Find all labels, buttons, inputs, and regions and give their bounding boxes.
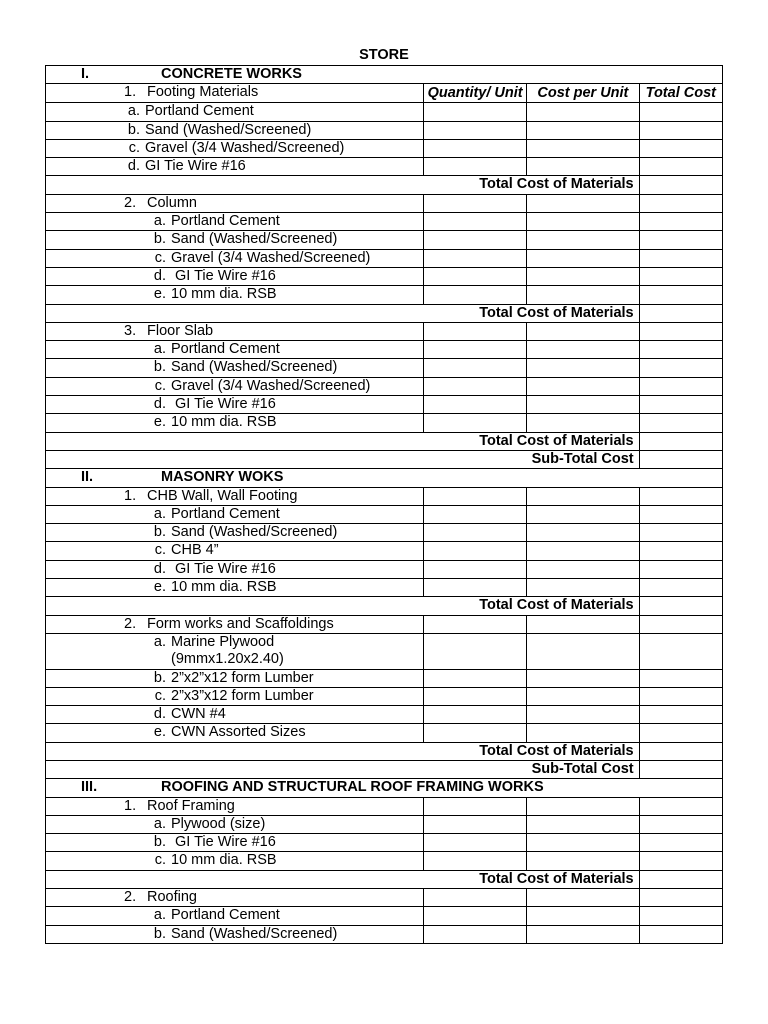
- quantity-cell[interactable]: [424, 322, 527, 340]
- total-cost-cell[interactable]: [639, 797, 722, 815]
- item-name: GI Tie Wire #16: [171, 560, 276, 577]
- total-cost-cell[interactable]: [639, 341, 722, 359]
- cost-per-unit-cell[interactable]: [527, 669, 639, 687]
- section-row: [46, 779, 723, 797]
- cost-per-unit-cell[interactable]: [527, 633, 639, 669]
- total-cost-label: Total Cost of Materials: [46, 742, 640, 760]
- item-name: Sand (Washed/Screened): [171, 925, 338, 942]
- total-cost-cell[interactable]: [639, 760, 722, 778]
- subtotal-label: Sub-Total Cost: [46, 760, 640, 778]
- cost-per-unit-cell[interactable]: [527, 396, 639, 414]
- item-letter: a.: [153, 505, 166, 522]
- group-name: Roof Framing: [147, 797, 235, 814]
- cost-per-unit-cell[interactable]: [527, 341, 639, 359]
- cost-per-unit-cell[interactable]: [527, 889, 639, 907]
- group-name: Form works and Scaffoldings: [147, 615, 334, 632]
- total-cost-cell[interactable]: [639, 706, 722, 724]
- group-name: Floor Slab: [147, 322, 214, 339]
- item-name: 2”x2”x12 form Lumber: [171, 669, 314, 686]
- item-name: Gravel (3/4 Washed/Screened): [171, 249, 371, 266]
- total-cost-cell[interactable]: [639, 925, 722, 943]
- quantity-cell[interactable]: [424, 396, 527, 414]
- item-letter: e.: [153, 724, 166, 741]
- section-title: MASONRY WOKS: [161, 469, 284, 486]
- line-item-description: [46, 414, 424, 432]
- line-item-row: [46, 834, 723, 852]
- line-item-description: [46, 213, 424, 231]
- item-letter: b.: [153, 925, 166, 942]
- section-title: CONCRETE WORKS: [161, 66, 302, 82]
- line-item-row: [46, 249, 723, 267]
- item-name: Gravel (3/4 Washed/Screened): [145, 139, 345, 156]
- section-heading: [46, 779, 723, 797]
- item-letter: b.: [153, 524, 166, 541]
- total-cost-cell[interactable]: [639, 432, 722, 450]
- line-item-description: [46, 139, 424, 157]
- quantity-cell[interactable]: [424, 687, 527, 705]
- line-item-description: [46, 249, 424, 267]
- quantity-cell[interactable]: [424, 487, 527, 505]
- total-cost-cell[interactable]: [639, 815, 722, 833]
- quantity-cell[interactable]: [424, 139, 527, 157]
- line-item-description: [46, 852, 424, 870]
- total-cost-cell[interactable]: [639, 834, 722, 852]
- total-cost-cell[interactable]: [639, 505, 722, 523]
- cost-per-unit-cell[interactable]: [527, 687, 639, 705]
- group-heading: [46, 194, 424, 212]
- line-item-row: [46, 139, 723, 157]
- total-cost-cell[interactable]: [639, 194, 722, 212]
- line-item-row: [46, 852, 723, 870]
- quantity-cell[interactable]: [424, 669, 527, 687]
- cost-per-unit-cell[interactable]: [527, 815, 639, 833]
- quantity-cell[interactable]: [424, 414, 527, 432]
- group-row: [46, 797, 723, 815]
- item-letter: c.: [154, 852, 166, 869]
- total-cost-cell[interactable]: [639, 249, 722, 267]
- quantity-cell[interactable]: [424, 213, 527, 231]
- line-item-row: [46, 542, 723, 560]
- total-cost-row: [46, 176, 723, 194]
- line-item-description: [46, 121, 424, 139]
- total-cost-cell[interactable]: [639, 597, 722, 615]
- cost-per-unit-cell[interactable]: [527, 231, 639, 249]
- item-name: Portland Cement: [171, 907, 280, 924]
- quantity-cell[interactable]: [424, 194, 527, 212]
- line-item-row: [46, 633, 723, 669]
- line-item-row: [46, 103, 723, 121]
- item-letter: d.: [127, 158, 140, 175]
- subtotal-label: Sub-Total Cost: [46, 450, 640, 468]
- total-cost-cell[interactable]: [639, 396, 722, 414]
- line-item-row: [46, 414, 723, 432]
- quantity-cell[interactable]: [424, 121, 527, 139]
- page-title: STORE: [359, 47, 409, 63]
- line-item-description: [46, 377, 424, 395]
- header-total-cost: Total Cost: [639, 84, 722, 103]
- cost-per-unit-cell[interactable]: [527, 579, 639, 597]
- line-item-row: [46, 579, 723, 597]
- line-item-description: [46, 815, 424, 833]
- item-name: GI Tie Wire #16: [171, 267, 276, 284]
- quantity-cell[interactable]: [424, 815, 527, 833]
- item-name: Portland Cement: [171, 505, 280, 522]
- line-item-description: [46, 231, 424, 249]
- total-cost-cell[interactable]: [639, 724, 722, 742]
- group-row: [46, 487, 723, 505]
- line-item-description: [46, 524, 424, 542]
- group-number: 2.: [124, 194, 137, 211]
- total-cost-label: Total Cost of Materials: [46, 432, 640, 450]
- section-heading: [46, 469, 723, 487]
- total-cost-cell[interactable]: [639, 870, 722, 888]
- cost-per-unit-cell[interactable]: [527, 907, 639, 925]
- group-number: 2.: [124, 615, 137, 632]
- quantity-cell[interactable]: [424, 267, 527, 285]
- cost-per-unit-cell[interactable]: [527, 615, 639, 633]
- cost-per-unit-cell[interactable]: [527, 834, 639, 852]
- quantity-cell[interactable]: [424, 524, 527, 542]
- cost-per-unit-cell[interactable]: [527, 267, 639, 285]
- total-cost-label: Total Cost of Materials: [46, 304, 640, 322]
- line-item-description: [46, 286, 424, 304]
- cost-per-unit-cell[interactable]: [527, 194, 639, 212]
- group-name: Footing Materials: [147, 84, 259, 101]
- item-name: Gravel (3/4 Washed/Screened): [171, 377, 371, 394]
- item-letter: d.: [153, 560, 166, 577]
- item-name: 10 mm dia. RSB: [171, 286, 277, 303]
- quantity-cell[interactable]: [424, 505, 527, 523]
- quantity-cell[interactable]: [424, 359, 527, 377]
- item-letter: d.: [153, 396, 166, 413]
- section-numeral: III.: [81, 779, 98, 796]
- cost-per-unit-cell[interactable]: [527, 121, 639, 139]
- quantity-cell[interactable]: [424, 889, 527, 907]
- item-letter: d.: [153, 267, 166, 284]
- section-heading: [46, 66, 723, 84]
- quantity-cell[interactable]: [424, 560, 527, 578]
- quantity-cell[interactable]: [424, 925, 527, 943]
- cost-per-unit-cell[interactable]: [527, 213, 639, 231]
- line-item-row: [46, 377, 723, 395]
- line-item-row: [46, 121, 723, 139]
- cost-per-unit-cell[interactable]: [527, 852, 639, 870]
- item-name: GI Tie Wire #16: [171, 834, 276, 851]
- item-name: 2”x3”x12 form Lumber: [171, 687, 314, 704]
- line-item-row: [46, 724, 723, 742]
- header-cost-per-unit: Cost per Unit: [527, 84, 639, 103]
- total-cost-cell[interactable]: [639, 139, 722, 157]
- item-letter: b.: [153, 834, 166, 851]
- line-item-row: [46, 267, 723, 285]
- line-item-description: [46, 724, 424, 742]
- item-letter: a.: [153, 815, 166, 832]
- quantity-cell[interactable]: [424, 724, 527, 742]
- total-cost-cell[interactable]: [639, 615, 722, 633]
- cost-per-unit-cell[interactable]: [527, 377, 639, 395]
- total-cost-cell[interactable]: [639, 579, 722, 597]
- line-item-row: [46, 560, 723, 578]
- cost-estimate-table: [45, 65, 723, 944]
- line-item-row: [46, 815, 723, 833]
- total-cost-cell[interactable]: [639, 633, 722, 669]
- total-cost-cell[interactable]: [639, 524, 722, 542]
- section-row: [46, 469, 723, 487]
- line-item-row: [46, 669, 723, 687]
- line-item-description: [46, 925, 424, 943]
- line-item-description: [46, 687, 424, 705]
- item-name: Sand (Washed/Screened): [171, 231, 338, 248]
- total-cost-label: Total Cost of Materials: [46, 597, 640, 615]
- total-cost-cell[interactable]: [639, 267, 722, 285]
- item-name: 10 mm dia. RSB: [171, 414, 277, 431]
- line-item-row: [46, 396, 723, 414]
- total-cost-cell[interactable]: [639, 121, 722, 139]
- item-letter: c.: [128, 139, 140, 156]
- line-item-row: [46, 213, 723, 231]
- item-name: GI Tie Wire #16: [171, 396, 276, 413]
- item-name: Portland Cement: [171, 341, 280, 358]
- line-item-row: [46, 524, 723, 542]
- total-cost-cell[interactable]: [639, 889, 722, 907]
- section-numeral: I.: [81, 66, 90, 82]
- cost-per-unit-cell[interactable]: [527, 139, 639, 157]
- group-row: [46, 194, 723, 212]
- line-item-description: [46, 505, 424, 523]
- cost-per-unit-cell[interactable]: [527, 542, 639, 560]
- total-cost-cell[interactable]: [639, 560, 722, 578]
- group-heading: [46, 84, 424, 103]
- group-row: [46, 615, 723, 633]
- line-item-row: [46, 359, 723, 377]
- quantity-cell[interactable]: [424, 377, 527, 395]
- total-cost-label: Total Cost of Materials: [46, 870, 640, 888]
- total-cost-cell[interactable]: [639, 213, 722, 231]
- group-name: CHB Wall, Wall Footing: [147, 487, 298, 504]
- quantity-cell[interactable]: [424, 615, 527, 633]
- item-letter: c.: [154, 542, 166, 559]
- item-name: CWN #4: [171, 706, 226, 723]
- line-item-row: [46, 687, 723, 705]
- cost-per-unit-cell[interactable]: [527, 560, 639, 578]
- group-number: 1.: [124, 487, 137, 504]
- total-cost-cell[interactable]: [639, 669, 722, 687]
- section-title: ROOFING AND STRUCTURAL ROOF FRAMING WORKS: [161, 779, 544, 796]
- total-cost-cell[interactable]: [639, 304, 722, 322]
- cost-per-unit-cell[interactable]: [527, 322, 639, 340]
- total-cost-cell[interactable]: [639, 158, 722, 176]
- item-name: 10 mm dia. RSB: [171, 579, 277, 596]
- total-cost-cell[interactable]: [639, 377, 722, 395]
- total-cost-cell[interactable]: [639, 231, 722, 249]
- cost-per-unit-cell[interactable]: [527, 249, 639, 267]
- line-item-row: [46, 907, 723, 925]
- total-cost-row: [46, 304, 723, 322]
- total-cost-cell[interactable]: [639, 742, 722, 760]
- item-letter: a.: [153, 907, 166, 924]
- item-name: Sand (Washed/Screened): [145, 121, 312, 138]
- total-cost-cell[interactable]: [639, 542, 722, 560]
- item-name: 10 mm dia. RSB: [171, 852, 277, 869]
- group-name: Roofing: [147, 889, 197, 906]
- quantity-cell[interactable]: [424, 103, 527, 121]
- line-item-row: [46, 231, 723, 249]
- section-numeral: II.: [81, 469, 94, 486]
- line-item-description: [46, 907, 424, 925]
- item-letter: d.: [153, 706, 166, 723]
- group-row: [46, 322, 723, 340]
- quantity-cell[interactable]: [424, 249, 527, 267]
- cost-per-unit-cell[interactable]: [527, 925, 639, 943]
- subtotal-row: [46, 760, 723, 778]
- item-letter: a.: [153, 341, 166, 358]
- item-letter: e.: [153, 414, 166, 431]
- line-item-description: [46, 579, 424, 597]
- line-item-description: [46, 359, 424, 377]
- quantity-cell[interactable]: [424, 797, 527, 815]
- line-item-description: [46, 267, 424, 285]
- line-item-row: [46, 706, 723, 724]
- quantity-cell[interactable]: [424, 706, 527, 724]
- group-heading: [46, 889, 424, 907]
- item-letter: a.: [127, 103, 140, 120]
- quantity-cell[interactable]: [424, 907, 527, 925]
- line-item-description: [46, 706, 424, 724]
- cost-per-unit-cell[interactable]: [527, 359, 639, 377]
- item-letter: b.: [153, 359, 166, 376]
- line-item-description: [46, 633, 424, 669]
- group-number: 2.: [124, 889, 137, 906]
- group-heading: [46, 487, 424, 505]
- cost-per-unit-cell[interactable]: [527, 414, 639, 432]
- item-name: GI Tie Wire #16: [145, 158, 246, 175]
- item-letter: e.: [153, 579, 166, 596]
- total-cost-row: [46, 742, 723, 760]
- total-cost-row: [46, 870, 723, 888]
- line-item-description: [46, 103, 424, 121]
- total-cost-cell[interactable]: [639, 687, 722, 705]
- item-name: CWN Assorted Sizes: [171, 724, 306, 741]
- total-cost-cell[interactable]: [639, 322, 722, 340]
- item-name: Portland Cement: [171, 213, 280, 230]
- total-cost-cell[interactable]: [639, 487, 722, 505]
- group-name: Column: [147, 194, 197, 211]
- line-item-description: [46, 341, 424, 359]
- item-letter: c.: [154, 687, 166, 704]
- cost-per-unit-cell[interactable]: [527, 797, 639, 815]
- item-name: Portland Cement: [145, 103, 254, 120]
- quantity-cell[interactable]: [424, 542, 527, 560]
- quantity-cell[interactable]: [424, 579, 527, 597]
- cost-per-unit-cell[interactable]: [527, 286, 639, 304]
- total-cost-row: [46, 597, 723, 615]
- line-item-description: [46, 834, 424, 852]
- group-row: [46, 84, 723, 103]
- cost-per-unit-cell[interactable]: [527, 524, 639, 542]
- item-name: Plywood (size): [171, 815, 266, 832]
- line-item-description: [46, 560, 424, 578]
- item-name: CHB 4”: [171, 542, 219, 559]
- item-letter: a.: [153, 213, 166, 230]
- quantity-cell[interactable]: [424, 633, 527, 669]
- item-letter: a.: [153, 633, 166, 650]
- quantity-cell[interactable]: [424, 158, 527, 176]
- cost-per-unit-cell[interactable]: [527, 505, 639, 523]
- group-number: 3.: [124, 322, 137, 339]
- cost-per-unit-cell[interactable]: [527, 724, 639, 742]
- quantity-cell[interactable]: [424, 852, 527, 870]
- total-cost-cell[interactable]: [639, 286, 722, 304]
- quantity-cell[interactable]: [424, 834, 527, 852]
- line-item-description: [46, 669, 424, 687]
- line-item-row: [46, 158, 723, 176]
- cost-per-unit-cell[interactable]: [527, 103, 639, 121]
- line-item-row: [46, 341, 723, 359]
- group-row: [46, 889, 723, 907]
- quantity-cell[interactable]: [424, 286, 527, 304]
- section-row: [46, 66, 723, 84]
- item-name: Marine Plywood: [171, 633, 275, 650]
- group-number: 1.: [124, 797, 137, 814]
- item-letter: b.: [153, 669, 166, 686]
- line-item-description: [46, 396, 424, 414]
- item-letter: c.: [154, 249, 166, 266]
- total-cost-cell[interactable]: [639, 103, 722, 121]
- item-name: Sand (Washed/Screened): [171, 359, 338, 376]
- group-number: 1.: [124, 84, 137, 101]
- line-item-description: [46, 158, 424, 176]
- total-cost-label: Total Cost of Materials: [46, 176, 640, 194]
- quantity-cell[interactable]: [424, 231, 527, 249]
- total-cost-cell[interactable]: [639, 359, 722, 377]
- item-letter: c.: [154, 377, 166, 394]
- header-quantity: Quantity/ Unit: [424, 84, 527, 103]
- item-letter: b.: [153, 231, 166, 248]
- line-item-row: [46, 286, 723, 304]
- group-heading: [46, 797, 424, 815]
- item-name-continued: (9mmx1.20x2.40): [171, 651, 284, 668]
- total-cost-cell[interactable]: [639, 414, 722, 432]
- total-cost-cell[interactable]: [639, 852, 722, 870]
- line-item-row: [46, 505, 723, 523]
- item-letter: b.: [127, 121, 140, 138]
- cost-per-unit-cell[interactable]: [527, 706, 639, 724]
- group-heading: [46, 322, 424, 340]
- total-cost-row: [46, 432, 723, 450]
- total-cost-cell[interactable]: [639, 176, 722, 194]
- line-item-row: [46, 925, 723, 943]
- total-cost-cell[interactable]: [639, 907, 722, 925]
- total-cost-cell[interactable]: [639, 450, 722, 468]
- cost-per-unit-cell[interactable]: [527, 487, 639, 505]
- line-item-description: [46, 542, 424, 560]
- cost-per-unit-cell[interactable]: [527, 158, 639, 176]
- subtotal-row: [46, 450, 723, 468]
- item-letter: e.: [153, 286, 166, 303]
- group-heading: [46, 615, 424, 633]
- quantity-cell[interactable]: [424, 341, 527, 359]
- item-name: Sand (Washed/Screened): [171, 524, 338, 541]
